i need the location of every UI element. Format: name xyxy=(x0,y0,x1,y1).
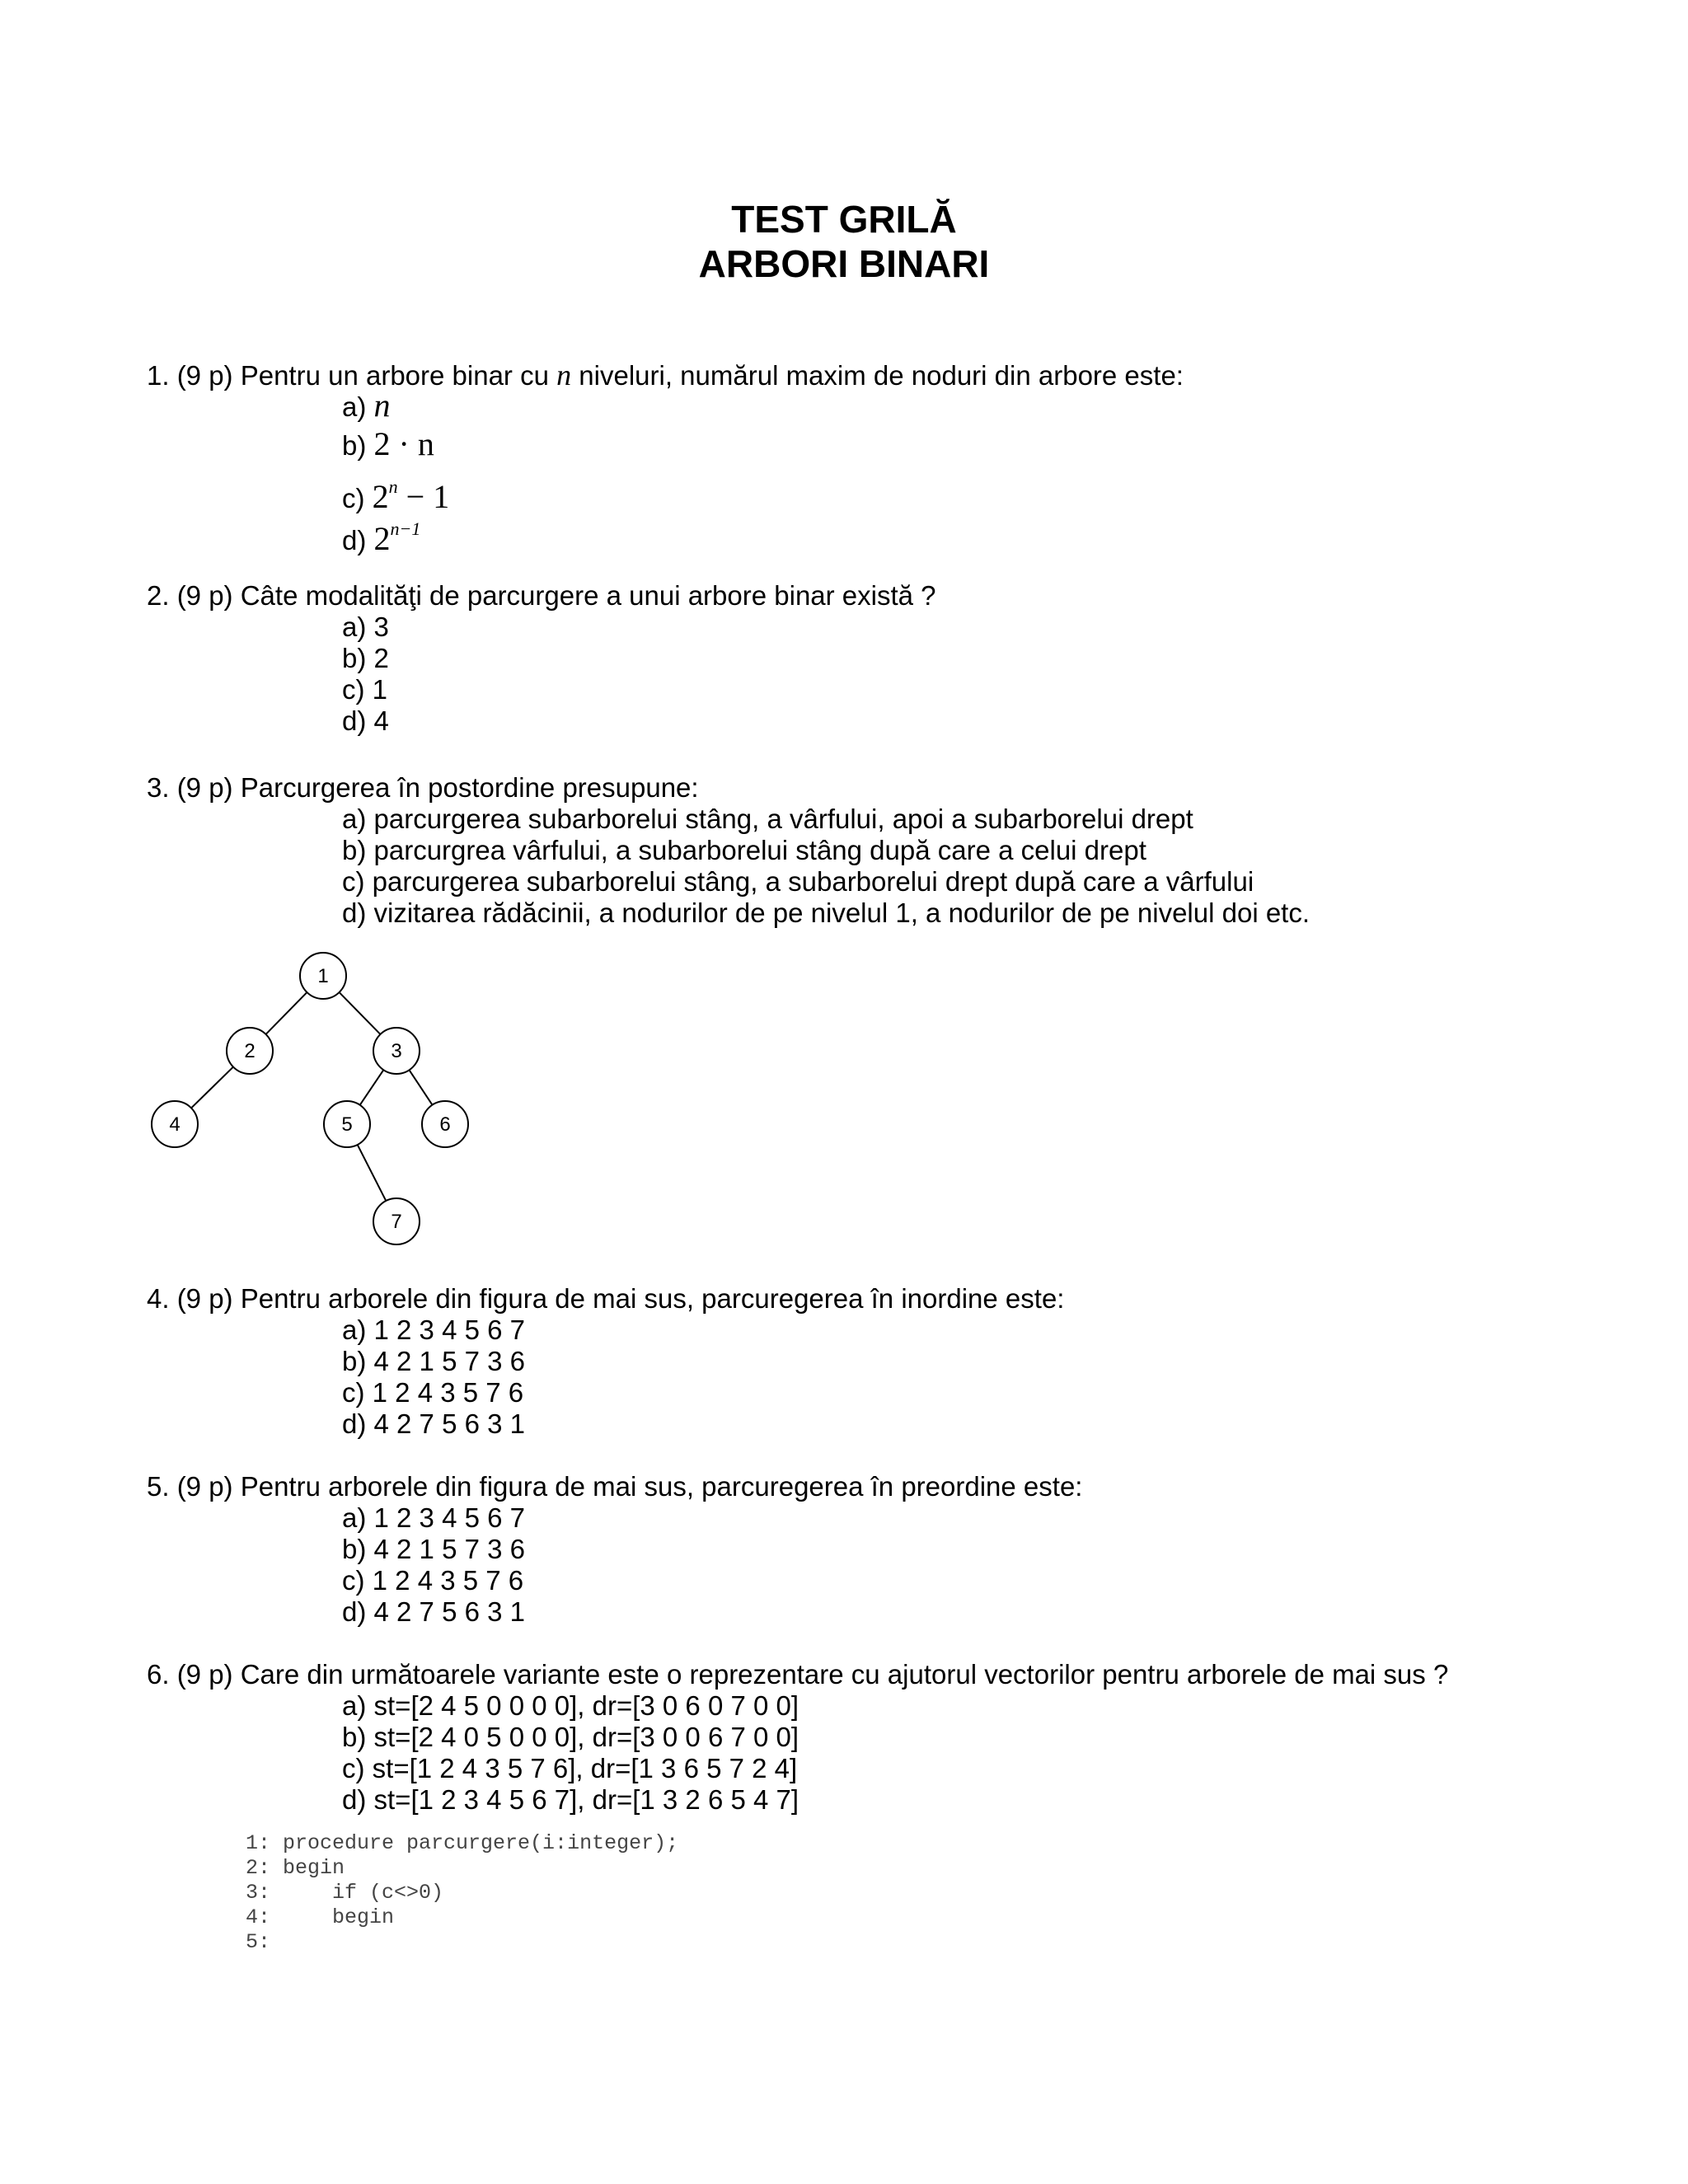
question-3-option-a: a) parcurgerea subarborelui stâng, a vârfului, apoi a subarborelui drept xyxy=(342,804,1193,834)
question-3-option-b: b) parcurgrea vârfului, a subarborelui stâng după care a celui drept xyxy=(342,835,1146,865)
option-expression: 2 xyxy=(373,520,391,557)
tree-node-label: 5 xyxy=(341,1113,353,1136)
code-line-1: 1: procedure parcurgere(i:integer); xyxy=(246,1831,679,1855)
option-label: a) xyxy=(342,391,374,422)
tree-node-1 xyxy=(300,953,346,999)
tree-node-label: 6 xyxy=(439,1113,451,1136)
tree-node-7 xyxy=(373,1198,420,1244)
tree-node-label: 2 xyxy=(244,1040,256,1062)
option-tail: − 1 xyxy=(397,478,450,515)
question-3-option-d: d) vizitarea rădăcinii, a nodurilor de pe nivelul 1, a nodurilor de pe nivelul doi etc. xyxy=(342,898,1311,928)
question-5-option-a: a) 1 2 3 4 5 6 7 xyxy=(342,1502,525,1533)
option-label: c) xyxy=(342,483,373,513)
question-3-text: 3. (9 p) Parcurgerea în postordine presupune: xyxy=(147,772,699,803)
question-4-option-c: c) 1 2 4 3 5 7 6 xyxy=(342,1377,524,1408)
tree-node-label: 7 xyxy=(391,1211,402,1233)
question-6-text: 6. (9 p) Care din următoarele variante este o reprezentare cu ajutorul vectorilor pentru arborele de mai sus ? xyxy=(147,1659,1449,1690)
question-6-option-c: c) st=[1 2 4 3 5 7 6], dr=[1 3 6 5 7 2 4] xyxy=(342,1753,798,1783)
question-4-option-b: b) 4 2 1 5 7 3 6 xyxy=(342,1346,525,1376)
question-6-option-d: d) st=[1 2 3 4 5 6 7], dr=[1 3 2 6 5 4 7] xyxy=(342,1784,799,1815)
tree-node-label: 3 xyxy=(391,1040,402,1062)
option-label: d) xyxy=(342,525,374,555)
code-line-2: 2: begin xyxy=(246,1856,345,1880)
title-line-2: ARBORI BINARI xyxy=(698,242,990,285)
option-expression: n xyxy=(373,387,391,424)
question-5-option-d: d) 4 2 7 5 6 3 1 xyxy=(342,1596,525,1627)
option-label: b) xyxy=(342,430,374,461)
question-3-option-c: c) parcurgerea subarborelui stâng, a subarborelui drept după care a vârfului xyxy=(342,866,1254,897)
question-2-option-a: a) 3 xyxy=(342,612,389,642)
code-line-5: 5: xyxy=(246,1930,271,1954)
tree-edge-5-7 xyxy=(358,1145,387,1201)
option-exponent: n−1 xyxy=(390,518,421,539)
code-line-4: 4: begin xyxy=(246,1905,395,1929)
question-1-var: n xyxy=(556,359,572,391)
tree-node-label: 4 xyxy=(169,1113,181,1136)
option-expression: 2 xyxy=(372,478,389,515)
title-line-1: TEST GRILĂ xyxy=(731,198,957,241)
option-exponent: n xyxy=(388,476,398,497)
tree-node-4 xyxy=(152,1101,198,1147)
question-5-text: 5. (9 p) Pentru arborele din figura de mai sus, parcuregerea în preordine este: xyxy=(147,1471,1083,1502)
tree-node-3 xyxy=(373,1028,420,1074)
question-2-option-c: c) 1 xyxy=(342,674,388,705)
question-5-option-c: c) 1 2 4 3 5 7 6 xyxy=(342,1565,524,1596)
question-1-prefix: 1. (9 p) Pentru un arbore binar cu xyxy=(147,360,557,391)
tree-node-6 xyxy=(422,1101,468,1147)
tree-node-2 xyxy=(227,1028,273,1074)
question-2-text: 2. (9 p) Câte modalităţi de parcurgere a unui arbore binar există ? xyxy=(147,580,936,611)
question-2-option-d: d) 4 xyxy=(342,705,389,736)
question-4-text: 4. (9 p) Pentru arborele din figura de mai sus, parcuregerea în inordine este: xyxy=(147,1283,1065,1314)
question-6-option-a: a) st=[2 4 5 0 0 0 0], dr=[3 0 6 0 7 0 0] xyxy=(342,1690,799,1721)
tree-edge-1-3 xyxy=(340,992,381,1034)
tree-edge-1-2 xyxy=(266,992,307,1034)
tree-edge-3-6 xyxy=(409,1070,432,1104)
question-4-option-a: a) 1 2 3 4 5 6 7 xyxy=(342,1315,525,1345)
question-4-option-d: d) 4 2 7 5 6 3 1 xyxy=(342,1408,525,1439)
code-line-3: 3: if (c<>0) xyxy=(246,1881,444,1905)
tree-edge-3-5 xyxy=(360,1070,384,1105)
tree-node-5 xyxy=(324,1101,370,1147)
question-5-option-b: b) 4 2 1 5 7 3 6 xyxy=(342,1534,525,1564)
question-2-option-b: b) 2 xyxy=(342,643,389,673)
question-1-suffix: niveluri, numărul maxim de noduri din arbore este: xyxy=(571,360,1184,391)
tree-edge-2-4 xyxy=(191,1067,233,1108)
option-expression: 2 · n xyxy=(373,425,434,462)
question-6-option-b: b) st=[2 4 0 5 0 0 0], dr=[3 0 0 6 7 0 0] xyxy=(342,1722,799,1752)
tree-node-label: 1 xyxy=(317,965,329,987)
